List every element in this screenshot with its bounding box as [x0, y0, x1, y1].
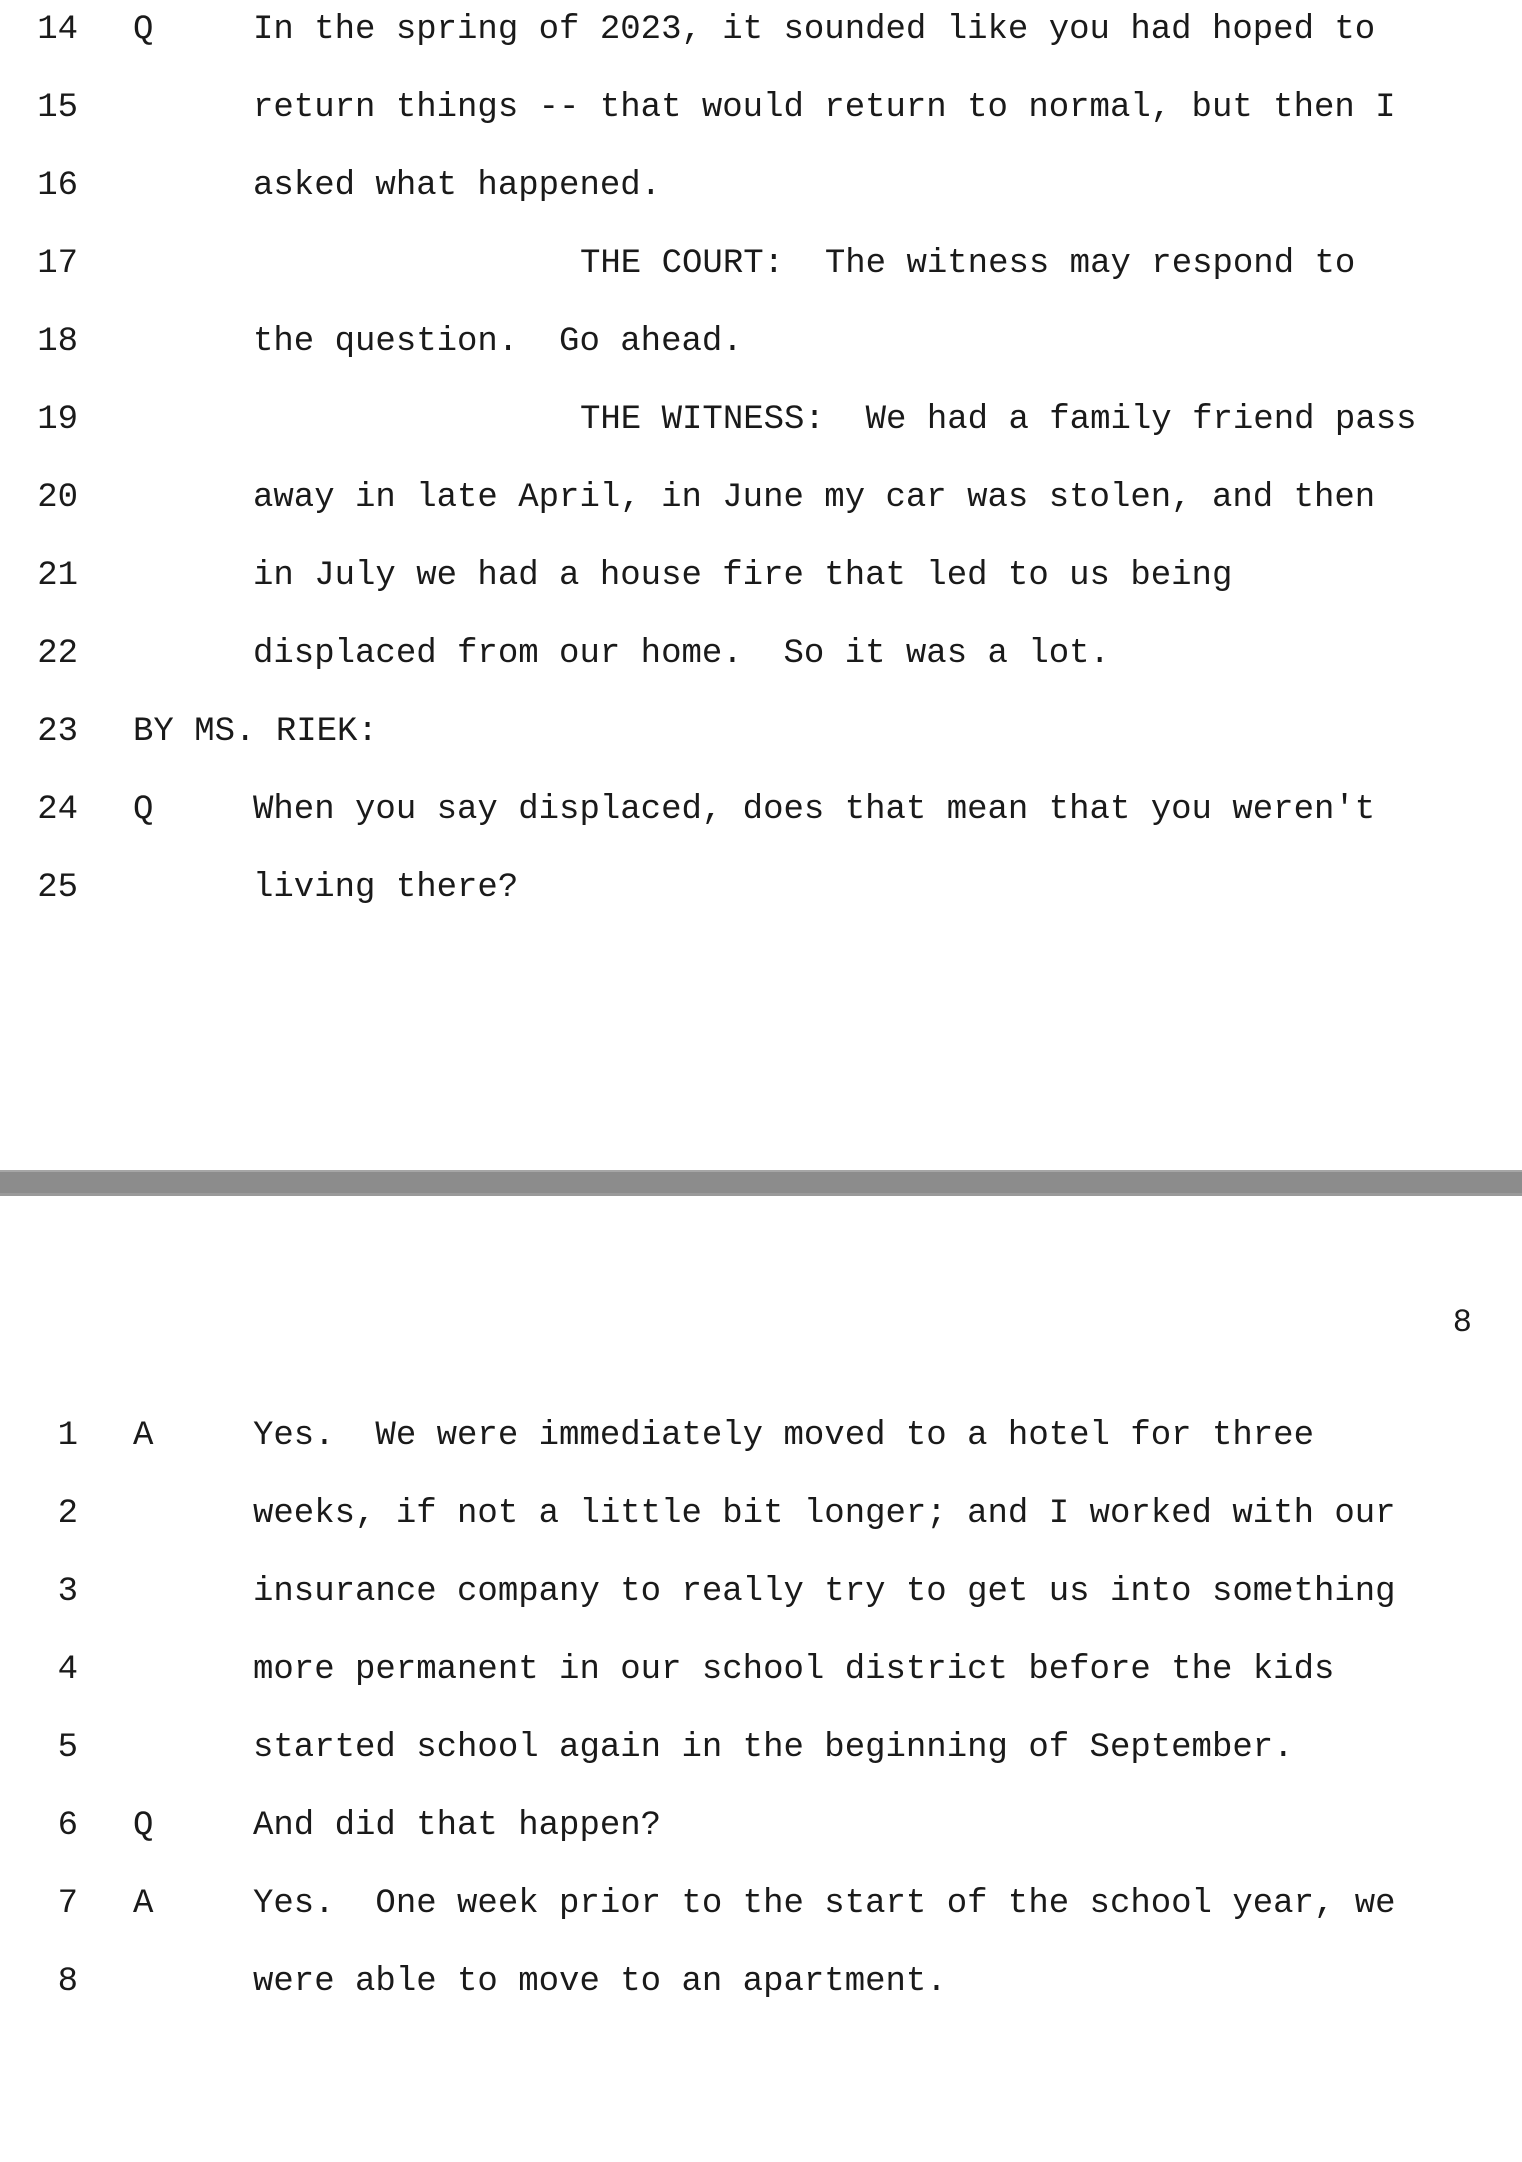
line-text: displaced from our home. So it was a lot. [253, 635, 1110, 673]
line-number: 21 [37, 557, 78, 595]
line-text: insurance company to really try to get us into something [253, 1573, 1396, 1611]
line-text: in July we had a house fire that led to us being [253, 557, 1233, 595]
line-text: Yes. We were immediately moved to a hotel for three [253, 1417, 1314, 1455]
line-text: more permanent in our school district before the kids [253, 1651, 1335, 1689]
transcript-line [0, 1962, 1522, 2040]
transcript-line [0, 1572, 1522, 1650]
line-text: In the spring of 2023, it sounded like you had hoped to [253, 11, 1376, 49]
transcript-line [0, 1416, 1522, 1494]
line-number: 2 [57, 1495, 78, 1533]
line-text: And did that happen? [253, 1807, 662, 1845]
speaker-marker: Q [133, 11, 154, 49]
speaker-marker: Q [133, 1807, 154, 1845]
line-text: started school again in the beginning of September. [253, 1729, 1294, 1767]
line-text: away in late April, in June my car was stolen, and then [253, 479, 1376, 517]
transcript-line [0, 712, 1522, 790]
line-text: the question. Go ahead. [253, 323, 743, 361]
line-number: 20 [37, 479, 78, 517]
transcript-line [0, 1494, 1522, 1572]
transcript-line [0, 400, 1522, 478]
transcript-line [0, 1884, 1522, 1962]
line-number: 14 [37, 11, 78, 49]
line-number: 17 [37, 245, 78, 283]
line-text: weeks, if not a little bit longer; and I worked with our [253, 1495, 1396, 1533]
line-number: 15 [37, 89, 78, 127]
transcript-line [0, 556, 1522, 634]
line-number: 23 [37, 713, 78, 751]
transcript-page-bottom [0, 1196, 1522, 2028]
transcript-line [0, 322, 1522, 400]
line-text: When you say displaced, does that mean that you weren't [253, 791, 1376, 829]
line-text: Yes. One week prior to the start of the school year, we [253, 1885, 1396, 1923]
transcript-line [0, 1650, 1522, 1728]
page-divider [0, 1170, 1522, 1196]
page-number: 8 [1452, 1304, 1472, 1341]
transcript-line [0, 634, 1522, 712]
line-number: 19 [37, 401, 78, 439]
line-text: living there? [253, 869, 519, 907]
transcript-line [0, 868, 1522, 946]
line-number: 16 [37, 167, 78, 205]
line-number: 4 [57, 1651, 78, 1689]
line-text: were able to move to an apartment. [253, 1963, 947, 2001]
line-number: 8 [57, 1963, 78, 2001]
transcript-line [0, 1728, 1522, 1806]
line-number: 3 [57, 1573, 78, 1611]
line-number: 5 [57, 1729, 78, 1767]
transcript-line [0, 166, 1522, 244]
transcript-line [0, 478, 1522, 556]
transcript-line [0, 244, 1522, 322]
transcript-line [0, 790, 1522, 868]
line-number: 1 [57, 1417, 78, 1455]
line-number: 24 [37, 791, 78, 829]
transcript-line [0, 1806, 1522, 1884]
colloquy-text: THE WITNESS: We had a family friend pass [580, 401, 1417, 439]
examiner-heading: BY MS. RIEK: [133, 713, 378, 751]
speaker-marker: A [133, 1885, 154, 1923]
line-number: 6 [57, 1807, 78, 1845]
line-number: 18 [37, 323, 78, 361]
transcript-line [0, 88, 1522, 166]
line-number: 7 [57, 1885, 78, 1923]
transcript-line [0, 10, 1522, 88]
line-text: asked what happened. [253, 167, 662, 205]
colloquy-text: THE COURT: The witness may respond to [580, 245, 1356, 283]
speaker-marker: A [133, 1417, 154, 1455]
line-number: 22 [37, 635, 78, 673]
line-number: 25 [37, 869, 78, 907]
speaker-marker: Q [133, 791, 154, 829]
line-text: return things -- that would return to normal, but then I [253, 89, 1396, 127]
